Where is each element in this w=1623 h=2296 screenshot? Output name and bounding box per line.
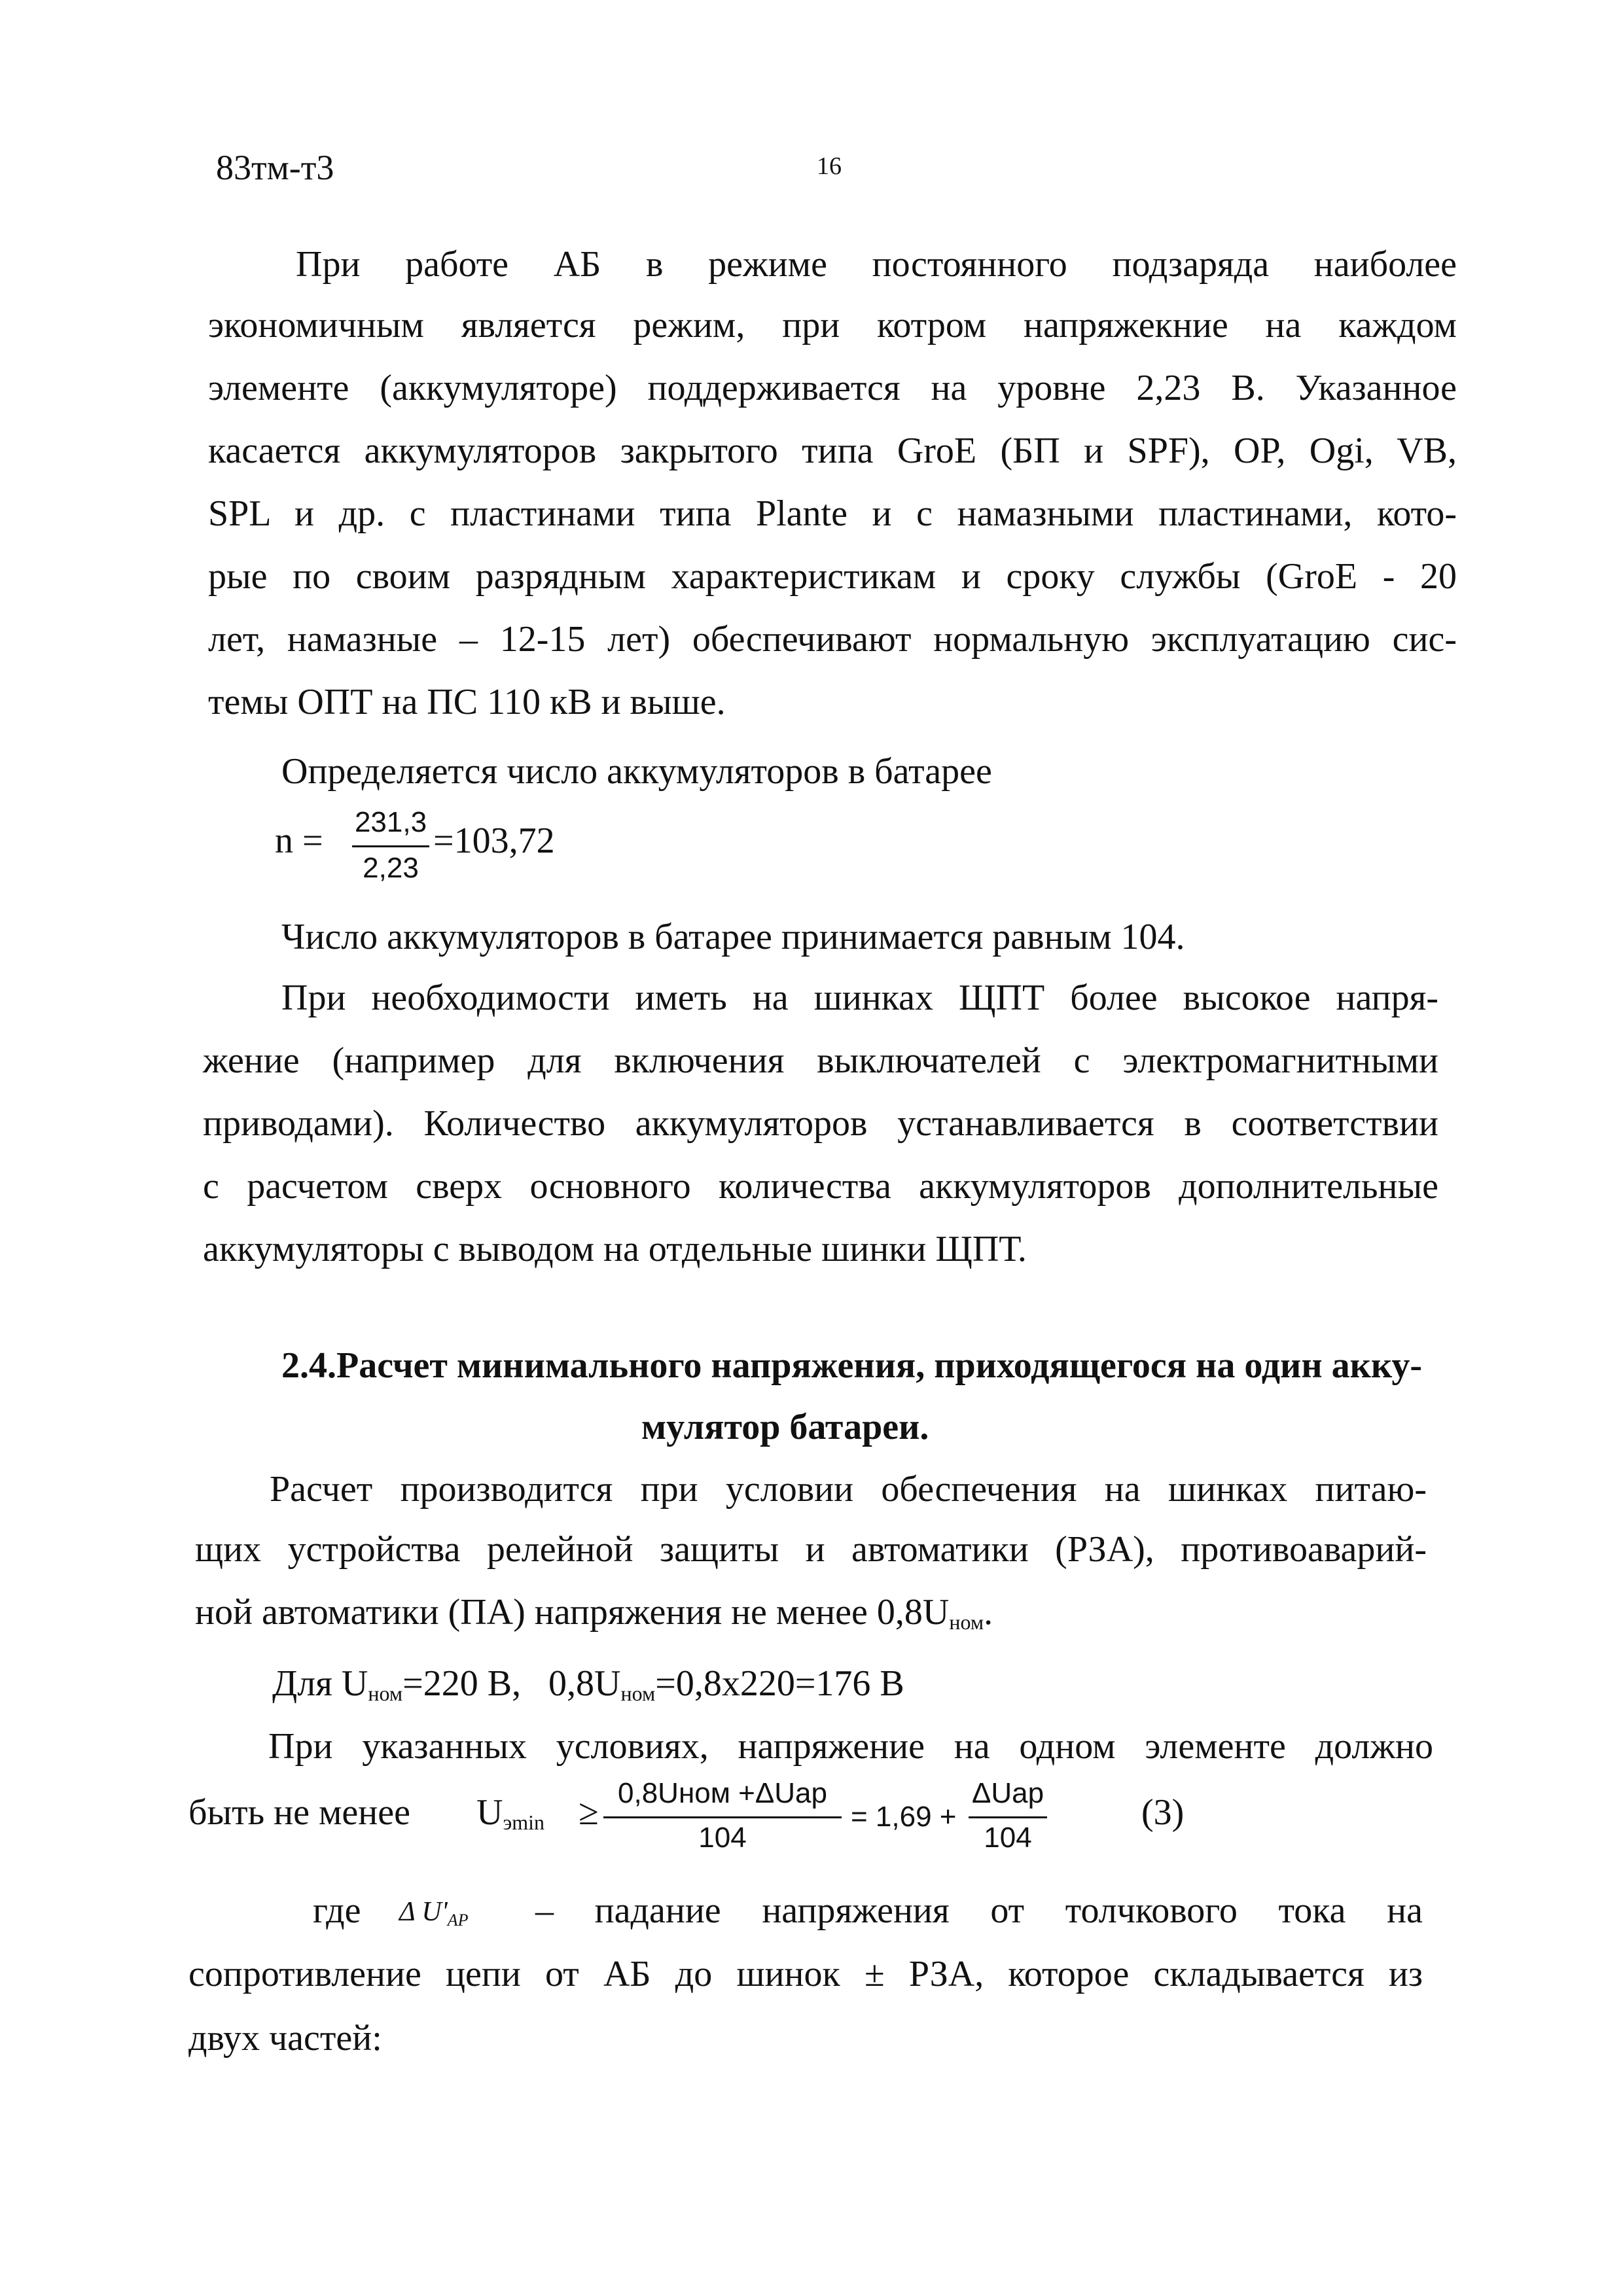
formula3-denominator-2: 104 bbox=[984, 1822, 1032, 1854]
nominal-part-1: Для U bbox=[272, 1663, 368, 1704]
para1-line-4: касается аккумуляторов закрытого типа GroE (БП и SPF), OP, Ogi, VB, bbox=[208, 431, 1457, 471]
tail-line-1: сопротивление цепи от АБ до шинок ± РЗА, которое складывается из bbox=[188, 1954, 1423, 1994]
doc-code: 83тм-т3 bbox=[216, 148, 334, 187]
fraction-bar bbox=[603, 1816, 842, 1818]
para3-line-1: Расчет производится при условии обеспечения на шинках питаю- bbox=[270, 1469, 1427, 1510]
para3-line-3 bbox=[195, 1578, 993, 1656]
formula3-number: (3) bbox=[1141, 1792, 1185, 1833]
para1-line-2: экономичным является режим, при котром напряжекние на каждом bbox=[208, 305, 1457, 345]
where-rest: – падание напряжения от толчкового тока на bbox=[535, 1890, 1423, 1931]
section-heading-line-2: мулятор батареи. bbox=[641, 1407, 929, 1447]
formula-n-result: =103,72 bbox=[433, 821, 555, 861]
tail-line-2: двух частей: bbox=[188, 2018, 382, 2058]
para2-line-3: приводами). Количество аккумуляторов устанавливается в соответствии bbox=[203, 1103, 1438, 1144]
para1-line-6: рые по своим разрядным характеристикам и сроку службы (GroE - 20 bbox=[208, 556, 1457, 597]
count-result: Число аккумуляторов в батарее принимается равным 104. bbox=[281, 917, 1185, 957]
formula3-u-sub: эmin bbox=[503, 1810, 544, 1834]
section-heading-line-1: 2.4.Расчет минимального напряжения, приходящегося на один акку- bbox=[281, 1345, 1422, 1386]
formula3-fraction-1 bbox=[603, 1777, 842, 1862]
formula-n-fraction bbox=[352, 805, 429, 890]
para3-line-3-end: . bbox=[984, 1592, 993, 1633]
para2-line-4: с расчетом сверх основного количества аккумуляторов дополнительные bbox=[203, 1166, 1438, 1207]
formula3-ge: ≥ bbox=[579, 1792, 599, 1833]
fraction-bar bbox=[969, 1816, 1047, 1818]
nominal-part-2: =220 В, 0,8U bbox=[402, 1663, 621, 1704]
para1-line-1: При работе АБ в режиме постоянного подзаряда наиболее bbox=[296, 244, 1457, 285]
para1-line-3: элементе (аккумуляторе) поддерживается на уровне 2,23 В. Указанное bbox=[208, 368, 1457, 408]
formula-n-lhs: n = bbox=[275, 821, 323, 861]
para2-line-2: жение (например для включения выключателей с электромагнитными bbox=[203, 1040, 1438, 1081]
formula3-u-main: U bbox=[476, 1792, 503, 1833]
para1-line-5: SPL и др. с пластинами типа Plante и с намазными пластинами, кото- bbox=[208, 493, 1457, 534]
fraction-bar bbox=[352, 845, 429, 847]
para2-line-1: При необходимости иметь на шинках ЩПТ более высокое напря- bbox=[281, 978, 1438, 1018]
formula3-denominator: 104 bbox=[698, 1822, 747, 1854]
where-symbol-sub: АР bbox=[447, 1911, 469, 1930]
formula-n-denominator: 2,23 bbox=[363, 852, 419, 884]
formula3-prefix: быть не менее bbox=[188, 1792, 410, 1833]
where-symbol-main: Δ U' bbox=[399, 1897, 448, 1927]
formula3-u bbox=[476, 1778, 544, 1856]
formula3-numerator: 0,8Uном +ΔUар bbox=[618, 1777, 827, 1809]
formula3-fraction-2 bbox=[969, 1777, 1047, 1862]
para2-line-5: аккумуляторы с выводом на отдельные шинки ЩПТ. bbox=[203, 1229, 1027, 1269]
para3-line-2: щих устройства релейной защиты и автоматики (РЗА), противоаварий- bbox=[195, 1529, 1427, 1570]
nominal-sub-1: ном bbox=[368, 1682, 403, 1705]
para1-line-8: темы ОПТ на ПС 110 кВ и выше. bbox=[208, 682, 726, 722]
page-number: 16 bbox=[817, 152, 842, 180]
where-word: где bbox=[313, 1890, 361, 1931]
nominal-sub-2: ном bbox=[620, 1682, 656, 1705]
para3-line-3-sub: ном bbox=[949, 1610, 984, 1634]
formula3-mid: = 1,69 + bbox=[851, 1801, 957, 1833]
formula3-numerator-2: ΔUар bbox=[971, 1777, 1044, 1809]
para3-line-3-text: ной автоматики (ПА) напряжения не менее 0,8U bbox=[195, 1592, 950, 1633]
count-intro: Определяется число аккумуляторов в батарее bbox=[281, 751, 992, 792]
para4-line-1: При указанных условиях, напряжение на одном элементе должно bbox=[268, 1726, 1433, 1767]
para1-line-7: лет, намазные – 12-15 лет) обеспечивают нормальную эксплуатацию сис- bbox=[208, 619, 1457, 660]
formula-n-numerator: 231,3 bbox=[354, 806, 427, 838]
nominal-part-3: =0,8х220=176 В bbox=[655, 1663, 904, 1704]
